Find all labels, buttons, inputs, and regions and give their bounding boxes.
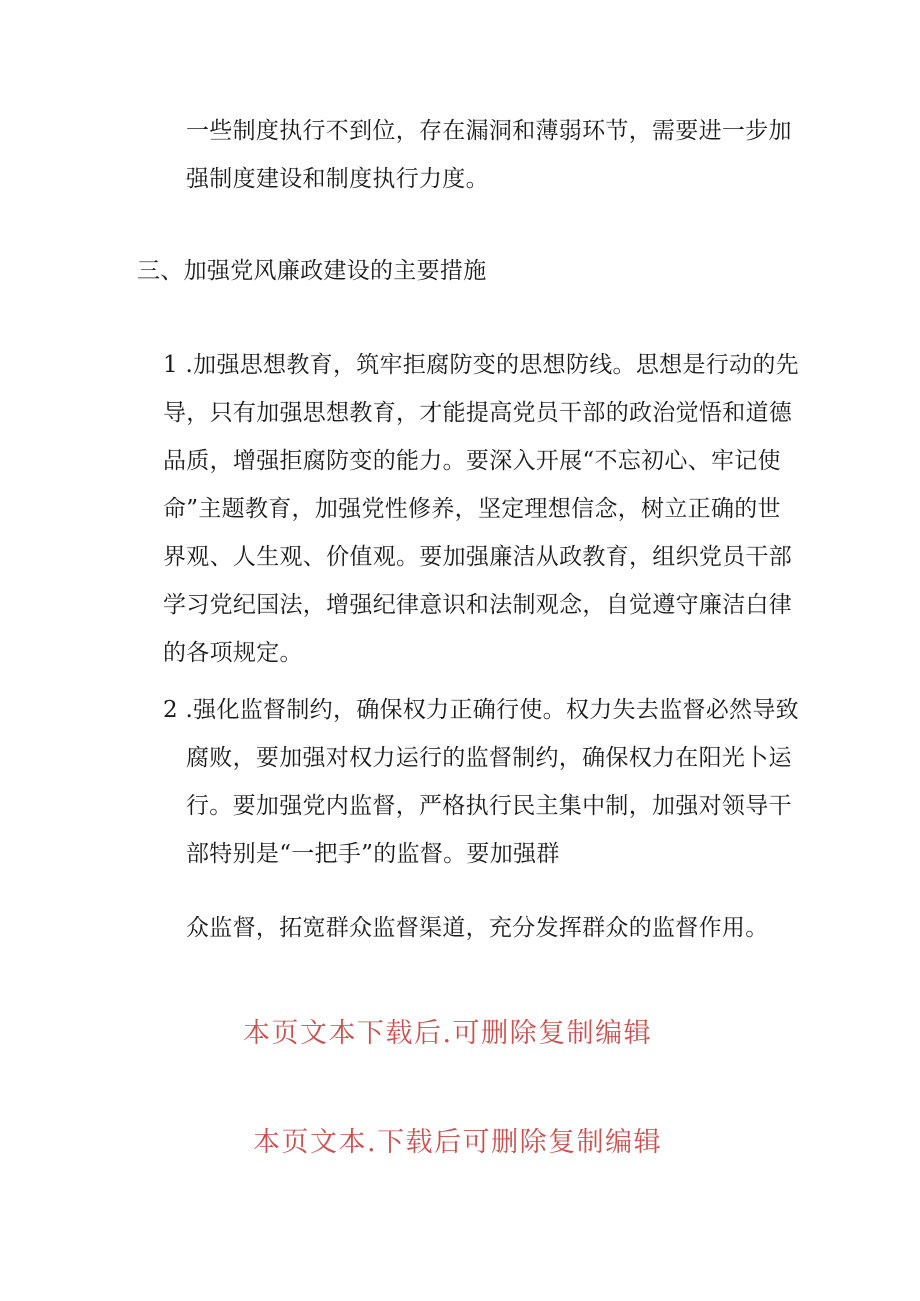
item2-continuation: 众监督，拓宽群众监督渠道，充分发挥群众的监督作用。 — [186, 915, 769, 941]
item1-line: 1 .加强思想教育，筑牢拒腐防变的思想防线。思想是行动的先 — [163, 352, 799, 378]
item1-line: 品质，增强拒腐防变的能力。要深入开展“不忘初心、牢记使 — [163, 448, 781, 474]
item2-line: 2 .强化监督制约，确保权力正确行使。权力失去监督必然导致 — [163, 697, 799, 723]
watermark-text: 本页文本下载后.可删除复制编辑 — [243, 1018, 653, 1049]
section-heading: 三、加强党风廉政建设的主要措施 — [137, 258, 487, 284]
item1-line: 命”主题教育，加强党性修养，坚定理想信念，树立正确的世 — [163, 496, 781, 522]
item1-line: 学习党纪国法，增强纪律意识和法制观念，自觉遵守廉洁白律 — [163, 592, 793, 618]
intro-line: 强制度建设和制度执行力度。 — [186, 166, 489, 192]
item2-line: 行。要加强党内监督，严格执行民主集中制，加强对领导干 — [186, 793, 792, 819]
item1-line: 的各项规定。 — [163, 640, 303, 666]
item2-line: 部特别是“一把手”的监督。要加强群 — [186, 841, 560, 867]
watermark-text: 本页文本.下载后可删除复制编辑 — [253, 1127, 663, 1158]
item1-line: 导，只有加强思想教育，才能提高党员干部的政治觉悟和道德 — [163, 400, 793, 426]
intro-line: 一些制度执行不到位，存在漏洞和薄弱环节，需要进一步加 — [186, 118, 792, 144]
item2-line: 腐败，要加强对权力运行的监督制约，确保权力在阳光卜运 — [186, 745, 792, 771]
item1-line: 界观、人生观、价值观。要加强廉洁从政教育，组织党员干部 — [163, 544, 793, 570]
